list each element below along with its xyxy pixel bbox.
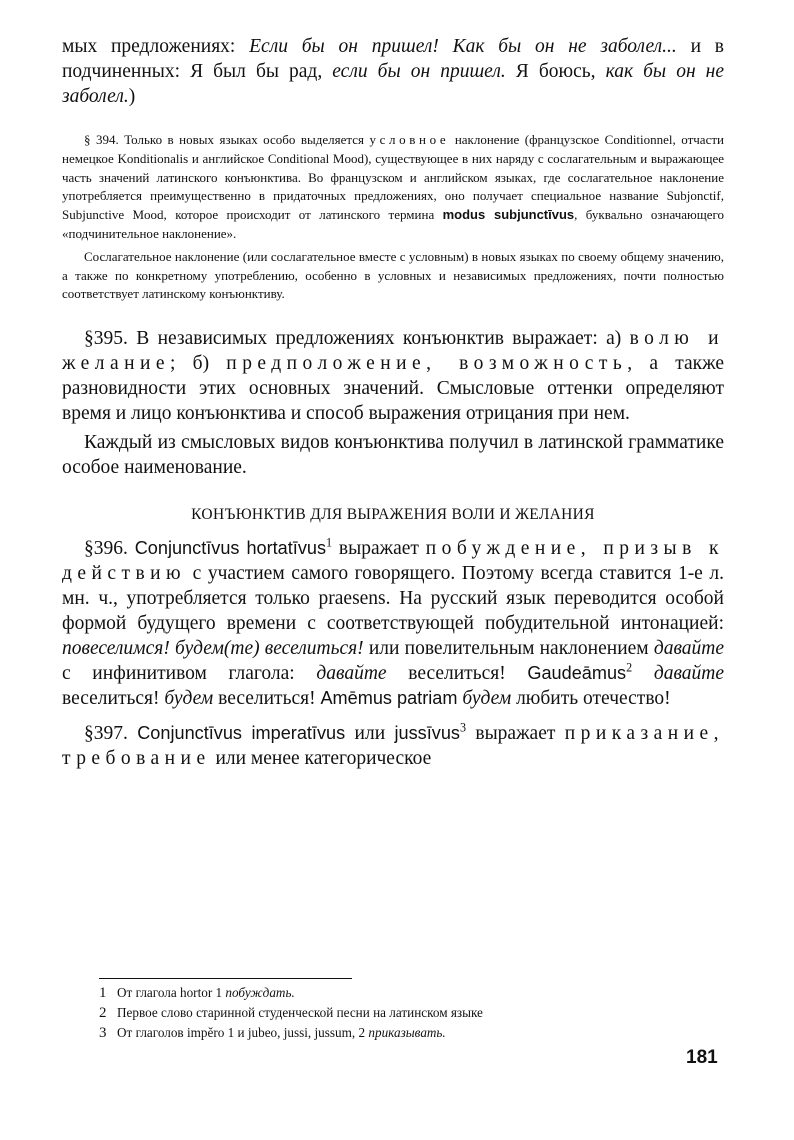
latin-term: Amēmus patriam — [320, 688, 458, 709]
text: и в подчиненных: Я был бы рад, — [62, 36, 724, 82]
latin-term: Conjunctīvus hortatīvus — [134, 538, 327, 559]
text: наклонение (французское Conditionnel, отчасти немецкое Konditionalis и английское Conditional Mood), существующее в них наряду с сослагательным и выражающее часть значений латинского конъюнктива. Во французском и английском языках, где сослагательное наклонение употребляется преимущественно в придаточных предложениях, оно получает специальное название Subjonctif, Subjunctive Mood, которое происходит от латинского термина — [62, 132, 724, 223]
footnote-ref: 2 — [626, 660, 633, 675]
section-394-paragraph-2 — [62, 248, 724, 304]
footnote-italic: приказывать. — [368, 1025, 446, 1040]
italic-example: давайте — [653, 638, 725, 660]
spaced-term: предположение, возможность — [226, 353, 628, 375]
footnote-text: Первое слово старинной студенческой песни на латинском языке — [117, 1005, 483, 1020]
section-number: §397. — [84, 723, 138, 745]
text: веселиться! — [386, 663, 528, 685]
text: веселиться! — [62, 688, 165, 710]
text: выражает — [466, 723, 565, 745]
italic-example: будем — [462, 688, 512, 710]
section-395-paragraph-1 — [62, 326, 724, 426]
footnote — [99, 1023, 659, 1043]
text: Каждый из смысловых видов конъюнктива получил в латинской грамматике особое наименование. — [62, 432, 724, 479]
italic-example: давайте — [653, 663, 725, 685]
footnote-ref: 1 — [326, 535, 333, 550]
text: Сослагательное наклонение (или сослагательное вместе с условным) в новых языках по своему общему значению, а также по конкретному употреблению, особенно в условных и независимых предложениях, почти полностью соответствует латинскому конъюнктиву. — [62, 248, 724, 302]
text: , буквально означающего «подчинительное наклонение». — [62, 207, 725, 241]
footnote-italic: побуждать. — [225, 985, 295, 1000]
text: , а также разновидности этих основных значений. Смысловые оттенки определяют время и лицо конъюнктива и способ выражения отрицания при нем. — [62, 353, 724, 425]
spaced-term: приказание, требование — [62, 723, 724, 770]
text: мых предложениях: — [62, 36, 250, 57]
footnote-number: 1 — [99, 985, 107, 1001]
latin-term: Gaudeāmus — [527, 663, 627, 684]
latin-term: modus subjunctīvus — [442, 207, 575, 223]
text: с инфинитивом глагола: — [62, 663, 317, 685]
section-394-paragraph-1 — [62, 131, 724, 244]
footnote-rule — [99, 978, 352, 979]
italic-example: если бы он пришел. — [332, 61, 506, 82]
latin-term: Conjunctīvus imperatīvus — [137, 723, 346, 744]
text: любить отечество! — [511, 688, 671, 710]
footnote — [99, 983, 659, 1003]
italic-example: давайте — [316, 663, 387, 685]
text: веселиться! — [213, 688, 321, 710]
section-396 — [62, 536, 724, 711]
italic-example: Если бы он пришел! Как бы он не заболел... — [249, 36, 677, 57]
text: § 394. Только в новых языках особо выделяется — [84, 132, 370, 147]
section-heading: КОНЪЮНКТИВ ДЛЯ ВЫРАЖЕНИЯ ВОЛИ И ЖЕЛАНИЯ — [191, 506, 595, 524]
section-395 — [62, 326, 724, 480]
spaced-term: побуждение, призыв к действию — [62, 538, 724, 585]
text: или — [345, 723, 395, 745]
text: ; б) — [170, 353, 227, 375]
italic-example: будем — [164, 688, 214, 710]
text: или повелительным наклонением — [363, 638, 654, 660]
text: выражает — [332, 538, 426, 560]
text: или менее категорическое — [210, 748, 432, 770]
footnote-text: От глаголов impěro 1 и jubeo, jussi, jussum, 2 — [117, 1025, 369, 1040]
section-397 — [62, 721, 724, 771]
spaced-term: условное — [369, 132, 450, 147]
section-number: §396. — [84, 538, 135, 560]
italic-example: повеселимся! будем(те) веселиться! — [62, 638, 364, 660]
section-394 — [62, 131, 724, 304]
latin-term: jussīvus — [394, 723, 460, 744]
page-number: 181 — [686, 1047, 718, 1068]
footnote-text: От глагола hortor 1 — [117, 985, 226, 1000]
footnote-ref: 3 — [459, 720, 467, 735]
top-paragraph — [62, 34, 724, 109]
page-body — [62, 34, 724, 771]
text: §395. В независимых предложениях конъюнктив выражает: а) — [84, 328, 630, 350]
text: Я боюсь, — [505, 61, 606, 82]
footnotes — [99, 983, 659, 1043]
text: ) — [128, 86, 136, 107]
section-395-paragraph-2 — [62, 430, 724, 480]
italic-example: как бы он не заболел. — [62, 61, 725, 107]
spaced-term: волю и желание — [62, 328, 724, 375]
text: с участием самого говорящего. Поэтому всегда ставится 1-е л. мн. ч., употребляется только praesens. На русский язык переводится особой формой будущего времени с соответствующей побудительной интонацией: — [62, 563, 724, 635]
text — [632, 663, 654, 684]
footnote-number: 3 — [99, 1025, 107, 1041]
footnote-number: 2 — [99, 1005, 107, 1021]
footnote — [99, 1003, 659, 1023]
